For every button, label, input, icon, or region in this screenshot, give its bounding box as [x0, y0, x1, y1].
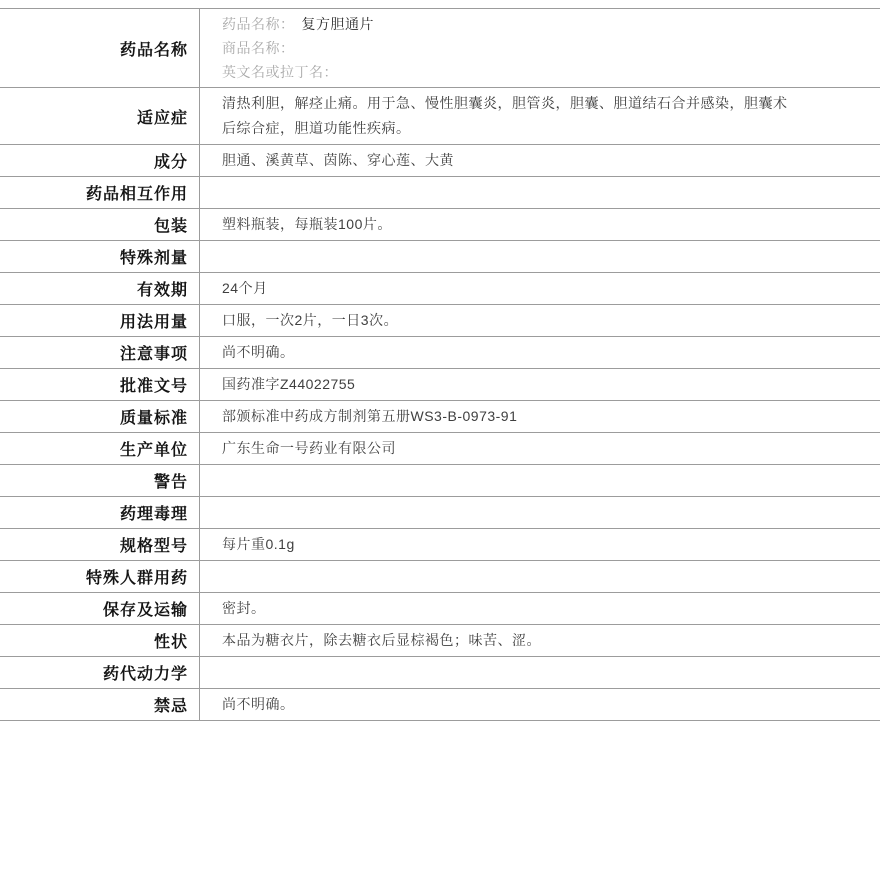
table-row-validity-period — [0, 273, 880, 305]
row-label-specification: 规格型号 — [0, 529, 200, 560]
row-label-ingredients: 成分 — [0, 145, 200, 176]
drug-info-table — [0, 8, 880, 721]
table-row-precautions — [0, 337, 880, 369]
row-value-storage-transport: 密封。 — [222, 600, 266, 616]
row-value-drug-interactions — [200, 177, 880, 208]
row-value-ingredients: 胆通、溪黄草、茵陈、穿心莲、大黄 — [222, 152, 454, 168]
english-name-line — [222, 60, 788, 84]
table-row-manufacturer — [0, 433, 880, 465]
row-label-indications: 适应症 — [0, 88, 200, 144]
row-label-validity-period: 有效期 — [0, 273, 200, 304]
row-value-validity-period: 24个月 — [222, 280, 268, 296]
row-value-precautions: 尚不明确。 — [222, 344, 295, 360]
row-value-packaging: 塑料瓶装，每瓶装100片。 — [222, 216, 392, 232]
row-label-storage-transport: 保存及运输 — [0, 593, 200, 624]
row-value-special-dosage — [200, 241, 880, 272]
row-label-quality-standard: 质量标准 — [0, 401, 200, 432]
row-label-special-population: 特殊人群用药 — [0, 561, 200, 592]
table-row-storage-transport — [0, 593, 880, 625]
table-row-quality-standard — [0, 401, 880, 433]
english-name-prefix: 英文名或拉丁名： — [222, 64, 338, 80]
row-value-specification: 每片重0.1g — [222, 536, 295, 552]
row-label-usage-dosage: 用法用量 — [0, 305, 200, 336]
table-row-ingredients — [0, 145, 880, 177]
table-row-packaging — [0, 209, 880, 241]
row-value-indications: 清热利胆，解痉止痛。用于急、慢性胆囊炎，胆管炎，胆囊、胆道结石合并感染，胆囊术后综合症，胆道功能性疾病。 — [222, 95, 788, 136]
row-label-special-dosage: 特殊剂量 — [0, 241, 200, 272]
table-row-approval-number — [0, 369, 880, 401]
table-row-pharmacokinetics — [0, 657, 880, 689]
row-value-pharmacology-toxicology — [200, 497, 880, 528]
table-row-indications — [0, 88, 880, 145]
drug-name-prefix: 药品名称： — [222, 16, 295, 32]
drug-name-line — [222, 12, 788, 36]
row-value-pharmacokinetics — [200, 657, 880, 688]
table-row-specification — [0, 529, 880, 561]
row-label-pharmacokinetics: 药代动力学 — [0, 657, 200, 688]
row-value-contraindications: 尚不明确。 — [222, 696, 295, 712]
row-value-special-population — [200, 561, 880, 592]
row-value-warning — [200, 465, 880, 496]
row-label-contraindications: 禁忌 — [0, 689, 200, 720]
row-value-usage-dosage: 口服，一次2片，一日3次。 — [222, 312, 399, 328]
row-label-warning: 警告 — [0, 465, 200, 496]
row-label-drug-interactions: 药品相互作用 — [0, 177, 200, 208]
row-value-manufacturer: 广东生命一号药业有限公司 — [222, 440, 396, 456]
row-label-drug-name: 药品名称 — [0, 9, 200, 87]
row-value-quality-standard: 部颁标准中药成方制剂第五册WS3-B-0973-91 — [222, 408, 518, 424]
trade-name-line — [222, 36, 788, 60]
table-row-warning — [0, 465, 880, 497]
table-rows — [0, 88, 880, 721]
table-row-special-population — [0, 561, 880, 593]
table-row-usage-dosage — [0, 305, 880, 337]
row-label-approval-number: 批准文号 — [0, 369, 200, 400]
table-row-drug-name — [0, 9, 880, 88]
trade-name-prefix: 商品名称： — [222, 40, 295, 56]
drug-name-value: 复方胆通片 — [301, 16, 374, 32]
row-label-precautions: 注意事项 — [0, 337, 200, 368]
row-value-approval-number: 国药准字Z44022755 — [222, 376, 356, 392]
row-label-manufacturer: 生产单位 — [0, 433, 200, 464]
row-value-description: 本品为糖衣片，除去糖衣后显棕褐色；味苦、涩。 — [222, 632, 541, 648]
row-value-drug-name — [200, 9, 880, 87]
table-row-pharmacology-toxicology — [0, 497, 880, 529]
table-row-description — [0, 625, 880, 657]
row-label-packaging: 包装 — [0, 209, 200, 240]
table-row-drug-interactions — [0, 177, 880, 209]
table-row-special-dosage — [0, 241, 880, 273]
table-row-contraindications — [0, 689, 880, 721]
row-label-description: 性状 — [0, 625, 200, 656]
row-label-pharmacology-toxicology: 药理毒理 — [0, 497, 200, 528]
